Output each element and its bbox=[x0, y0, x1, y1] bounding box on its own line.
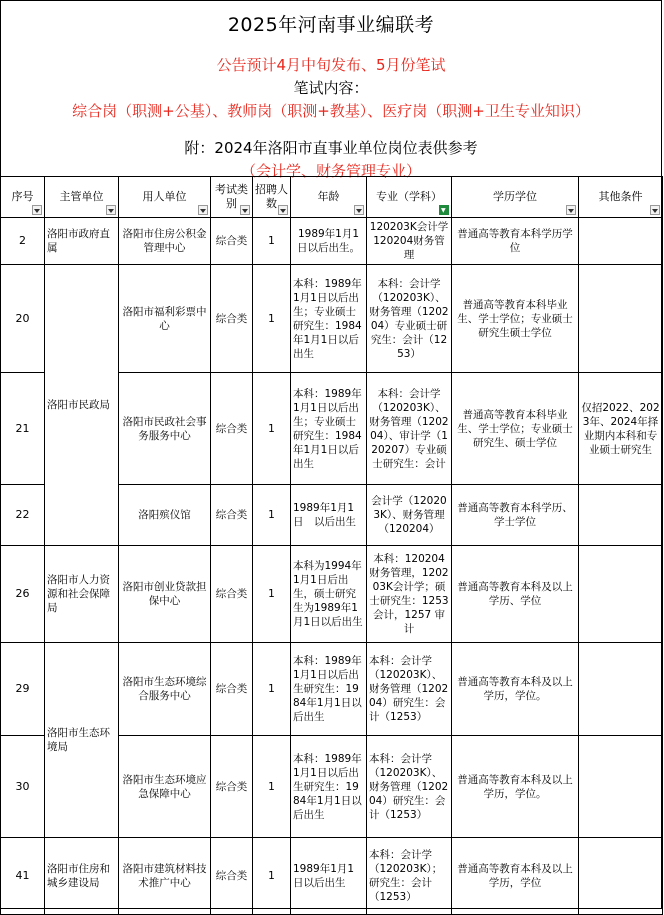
cell-count: 1 bbox=[253, 485, 291, 546]
cell-age: 本科：1989年1月1日以后出生研究生：1984年1月1日以后出生 bbox=[291, 643, 367, 736]
table-row bbox=[1, 218, 663, 265]
exam-posts-text: 综合岗（职测+公基）、教师岗（职测+教基）、医疗岗（职测+卫生专业知识） bbox=[72, 102, 590, 120]
cell-unit: 洛阳市生态环境应急保障中心 bbox=[119, 736, 211, 838]
cell-other bbox=[579, 265, 663, 373]
cell-dept: 洛阳市人力资源和社会保障局 bbox=[45, 546, 119, 643]
position-table bbox=[0, 176, 663, 915]
filter-dropdown-icon[interactable] bbox=[354, 205, 364, 215]
table-header-row bbox=[1, 177, 663, 218]
cell-education: 普通高等教育本科及以上学历，学位。 bbox=[452, 736, 579, 838]
col-header-label: 其他条件 bbox=[598, 190, 643, 203]
cell-age: 本科：1989年1月1日以后出生；专业硕士研究生：1984年1月1日以后出生 bbox=[291, 265, 367, 373]
cell-seq: 2 bbox=[1, 218, 45, 265]
cell-major: 会计学（120203K）、财务管理（120204） bbox=[367, 485, 452, 546]
cell-other bbox=[579, 838, 663, 915]
cell-major: 本科：120204财务管理，120203K会计学；硕士研究生：1253会计，1257 审计 bbox=[367, 546, 452, 643]
cell-category: 综合类 bbox=[211, 643, 253, 736]
filter-active-icon[interactable] bbox=[439, 205, 449, 215]
cell-age: 1989年1月1日 以后出生 bbox=[291, 485, 367, 546]
filter-dropdown-icon[interactable] bbox=[198, 205, 208, 215]
page-title: 2025年河南事业编联考 bbox=[227, 14, 435, 36]
table-row bbox=[1, 265, 663, 373]
cell-category: 综合类 bbox=[211, 838, 253, 915]
col-header-major bbox=[367, 177, 452, 218]
cell-age: 1989年1月1日以后出生。 bbox=[291, 218, 367, 265]
cell-category: 综合类 bbox=[211, 373, 253, 485]
cell-seq: 21 bbox=[1, 373, 45, 485]
cell-age: 本科：1989年1月1日以后出生研究生：1984年1月1日以后出生 bbox=[291, 736, 367, 838]
filter-dropdown-icon[interactable] bbox=[278, 205, 288, 215]
col-header-other bbox=[579, 177, 663, 218]
cell-seq: 30 bbox=[1, 736, 45, 838]
cell-education: 普通高等教育本科及以上学历，学位 bbox=[452, 838, 579, 915]
col-header-label: 考试类别 bbox=[215, 183, 248, 210]
cell-dept: 洛阳市政府直属 bbox=[45, 218, 119, 265]
cell-dept: 洛阳市生态环境局 bbox=[45, 643, 119, 838]
cell-seq: 41 bbox=[1, 838, 45, 915]
cell-dept: 洛阳市住房和城乡建设局 bbox=[45, 838, 119, 915]
cell-other bbox=[579, 485, 663, 546]
cell-major: 本科：会计学（120203K）、财务管理（120204）、审计学（120207）专业硕士研究生：会计 bbox=[367, 373, 452, 485]
filter-dropdown-icon[interactable] bbox=[106, 205, 116, 215]
cell-other bbox=[579, 736, 663, 838]
cell-education: 普通高等教育本科学历、学士学位 bbox=[452, 485, 579, 546]
col-header-label: 招聘人数 bbox=[255, 183, 288, 210]
filter-dropdown-icon[interactable] bbox=[566, 205, 576, 215]
cell-education: 普通高等教育本科学历学位 bbox=[452, 218, 579, 265]
cell-category: 综合类 bbox=[211, 265, 253, 373]
cell-major: 本科：会计学（120203K）；研究生：会计（1253） bbox=[367, 838, 452, 915]
col-header-age bbox=[291, 177, 367, 218]
col-header-dept bbox=[45, 177, 119, 218]
col-header-label: 序号 bbox=[11, 190, 34, 203]
filter-dropdown-icon[interactable] bbox=[240, 205, 250, 215]
sheet-header bbox=[1, 1, 661, 180]
cell-count: 1 bbox=[253, 265, 291, 373]
cell-other bbox=[579, 218, 663, 265]
cell-count: 1 bbox=[253, 373, 291, 485]
cell-count: 1 bbox=[253, 736, 291, 838]
filter-dropdown-icon[interactable] bbox=[32, 205, 42, 215]
col-header-category bbox=[211, 177, 253, 218]
cell-unit: 洛阳殡仪馆 bbox=[119, 485, 211, 546]
table-row bbox=[1, 546, 663, 643]
cell-category: 综合类 bbox=[211, 485, 253, 546]
attachment-subnote: （会计学、财务管理专业） bbox=[240, 162, 421, 180]
cell-category: 综合类 bbox=[211, 218, 253, 265]
table-row bbox=[1, 643, 663, 736]
cell-count: 1 bbox=[253, 643, 291, 736]
cell-seq: 26 bbox=[1, 546, 45, 643]
cell-unit: 洛阳市生态环境综合服务中心 bbox=[119, 643, 211, 736]
attachment-note: 附：2024年洛阳市直事业单位岗位表供参考 bbox=[184, 139, 478, 157]
announcement-subtitle: 公告预计4月中旬发布、5月份笔试 bbox=[216, 56, 446, 74]
cell-education: 普通高等教育本科毕业生、学士学位；专业硕士研究生、硕士学位 bbox=[452, 373, 579, 485]
cell-category: 综合类 bbox=[211, 546, 253, 643]
exam-content-label: 笔试内容： bbox=[293, 79, 369, 97]
cell-count: 1 bbox=[253, 546, 291, 643]
table-row bbox=[1, 838, 663, 915]
cell-category: 综合类 bbox=[211, 736, 253, 838]
cell-education: 普通高等教育本科及以上学历，学位。 bbox=[452, 643, 579, 736]
cell-other: 仅招2022、2023年、2024年择业期内本科和专业硕士研究生 bbox=[579, 373, 663, 485]
cell-unit: 洛阳市住房公积金管理中心 bbox=[119, 218, 211, 265]
col-header-label: 专业（学科） bbox=[376, 190, 442, 203]
filter-dropdown-icon[interactable] bbox=[650, 205, 660, 215]
cell-age: 1989年1月1日以后出生 bbox=[291, 838, 367, 915]
col-header-education bbox=[452, 177, 579, 218]
cell-other bbox=[579, 643, 663, 736]
cell-unit: 洛阳市民政社会事务服务中心 bbox=[119, 373, 211, 485]
col-header-label: 学历学位 bbox=[493, 190, 537, 203]
cell-major: 本科：会计学（120203K）、财务管理（120204）专业硕士研究生：会计（1253） bbox=[367, 265, 452, 373]
cell-count: 1 bbox=[253, 838, 291, 915]
cell-age: 本科为1994年1月1日后出生，硕士研究生为1989年1月1日以后出生 bbox=[291, 546, 367, 643]
cell-unit: 洛阳市创业贷款担保中心 bbox=[119, 546, 211, 643]
cell-seq: 29 bbox=[1, 643, 45, 736]
cell-education: 普通高等教育本科及以上学历、学位 bbox=[452, 546, 579, 643]
cell-seq: 20 bbox=[1, 265, 45, 373]
cell-education: 普通高等教育本科毕业生、学士学位；专业硕士研究生硕士学位 bbox=[452, 265, 579, 373]
col-header-label: 用人单位 bbox=[142, 190, 187, 203]
cell-major: 本科：会计学（120203K）、财务管理（120204）研究生：会计（1253） bbox=[367, 643, 452, 736]
cell-unit: 洛阳市建筑材料技术推广中心 bbox=[119, 838, 211, 915]
cell-count: 1 bbox=[253, 218, 291, 265]
col-header-count bbox=[253, 177, 291, 218]
cell-age: 本科：1989年1月1日以后出生；专业硕士研究生：1984年1月1日以后出生 bbox=[291, 373, 367, 485]
cell-dept: 洛阳市民政局 bbox=[45, 265, 119, 546]
cell-major: 本科：会计学（120203K）、财务管理（120204）研究生：会计（1253） bbox=[367, 736, 452, 838]
col-header-unit bbox=[119, 177, 211, 218]
cell-seq: 22 bbox=[1, 485, 45, 546]
col-header-seq bbox=[1, 177, 45, 218]
cell-major: 120203K会计学 120204财务管理 bbox=[367, 218, 452, 265]
col-header-label: 主管单位 bbox=[59, 190, 104, 203]
col-header-label: 年龄 bbox=[317, 190, 340, 203]
cell-other bbox=[579, 546, 663, 643]
cell-unit: 洛阳市福利彩票中心 bbox=[119, 265, 211, 373]
